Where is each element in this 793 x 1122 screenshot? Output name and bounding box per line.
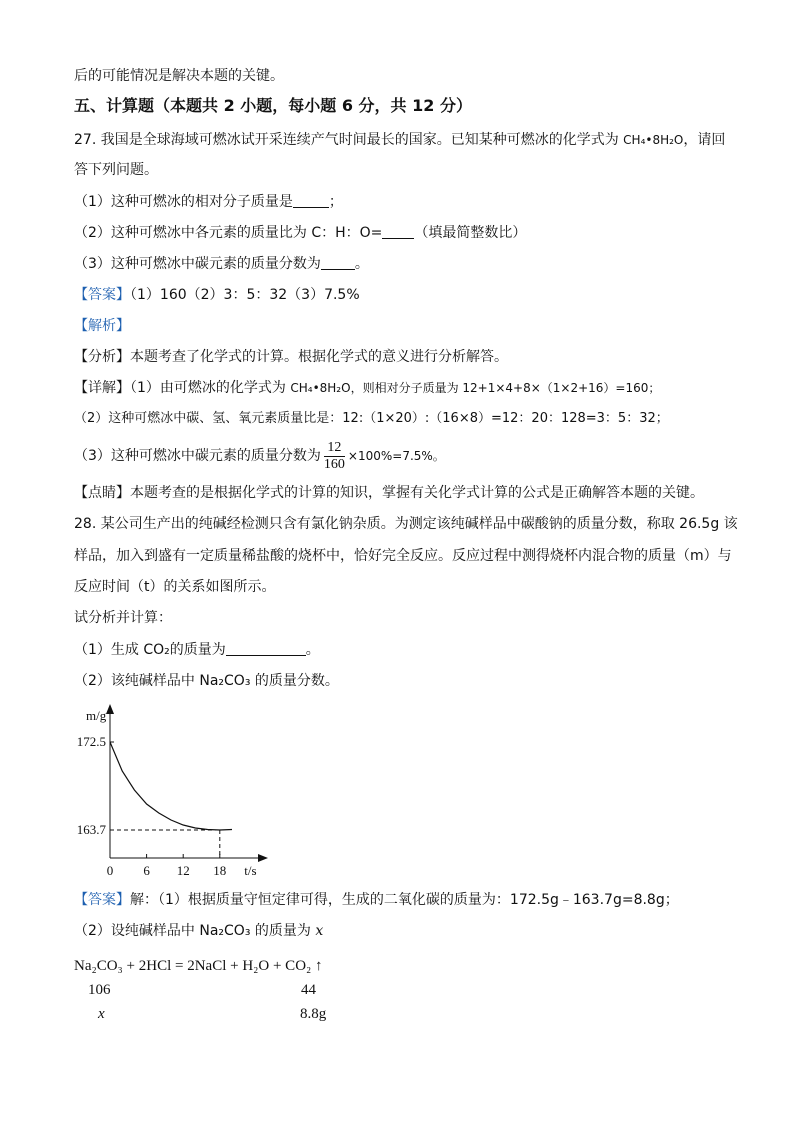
q27-xiangjie-tag: 【详解】 <box>74 380 130 396</box>
q28-eq-row3-right: 8.8g <box>300 1006 327 1022</box>
q28-equation: Na₂CO₃ + 2HCl = 2NaCl + H₂O + CO₂ ↑ <box>74 958 323 974</box>
q28-answer <box>74 890 679 910</box>
q28-answer-text: 解：（1）根据质量守恒定律可得，生成的二氧化碳的质量为：172.5g﹣163.7g=8.8g； <box>130 892 679 908</box>
q27-line3 <box>74 436 445 476</box>
q28-stem-line4: 试分析并计算： <box>74 610 172 626</box>
q28-eq-row3-left: x <box>98 1006 105 1022</box>
q28-answer-tag: 【答案】 <box>74 892 130 908</box>
q27-line3-b: ×100%=7.5%。 <box>347 449 445 463</box>
y-axis-label: m/g <box>86 708 107 723</box>
x-tick-label: 0 <box>106 863 114 878</box>
q27-stem-line1 <box>74 130 725 150</box>
series-mass-line <box>110 742 232 830</box>
q27-fenxi-tag: 【分析】 <box>74 349 130 365</box>
q28-eq-row2-right: 44 <box>301 982 316 998</box>
q27-sub2-text: （2）这种可燃冰中各元素的质量比为 C：H：O= <box>74 225 383 241</box>
q27-analysis-tag: 【解析】 <box>74 318 130 334</box>
q27-sub1-text: （1）这种可燃冰的相对分子质量是 <box>74 194 293 210</box>
x-axis-label: t/s <box>244 863 257 878</box>
y-tick-label: 172.5 <box>76 734 106 749</box>
q27-stem-a: 27. 我国是全球海域可燃冰试开采连续产气时间最长的国家。已知某种可燃冰的化学式为 <box>74 132 624 148</box>
q27-sub3-end: 。 <box>354 256 369 272</box>
intro-tail: 后的可能情况是解决本题的关键。 <box>74 68 284 84</box>
q27-xiangjie-formula: CH₄•8H₂O <box>290 381 351 395</box>
q27-answer-tag: 【答案】 <box>74 287 130 303</box>
q28-stem-line1: 28. 某公司生产出的纯碱经检测只含有氯化钠杂质。为测定该纯碱样品中碳酸钠的质量分数，称取 26.5g 该 <box>74 516 738 532</box>
q27-sub3-blank[interactable] <box>321 255 355 270</box>
y-tick-label: 163.7 <box>76 822 106 837</box>
q28-eq-row2-left: 106 <box>88 982 111 998</box>
q27-sub1-end: ； <box>328 194 343 210</box>
q28-answer-line2 <box>74 921 323 941</box>
q27-line3-a: （3）这种可燃冰中碳元素的质量分数为 <box>74 448 321 464</box>
q27-sub1-blank[interactable] <box>293 193 329 208</box>
q28-answer-line2-text: （2）设纯碱样品中 Na₂CO₃ 的质量为 <box>74 923 316 939</box>
q27-line2: （2）这种可燃冰中碳、氢、氧元素质量比是：12:（1×20）:（16×8）=12：20：128=3：5：32； <box>74 411 669 426</box>
q28-sub1-end: 。 <box>305 642 320 658</box>
q27-sub2 <box>74 223 526 243</box>
x-axis-arrow <box>258 854 268 862</box>
q27-answer-text: （1）160（2）3：5：32（3）7.5% <box>130 287 360 303</box>
q28-stem-line3: 反应时间（t）的关系如图所示。 <box>74 579 276 595</box>
q27-sub1 <box>74 192 343 212</box>
q27-answer <box>74 285 360 305</box>
q27-sub2-end: （填最简整数比） <box>414 225 527 241</box>
q27-dianjing-tag: 【点睛】 <box>74 485 130 501</box>
q27-xiangjie-b: ，则相对分子质量为 12+1×4+8×（1×2+16）=160； <box>350 381 661 395</box>
q27-fraction <box>324 440 345 473</box>
q27-frac-num: 12 <box>324 440 345 457</box>
x-tick-label: 6 <box>143 863 150 878</box>
q27-fenxi-text: 本题考查了化学式的计算。根据化学式的意义进行分析解答。 <box>130 349 508 365</box>
q28-sub1 <box>74 640 320 660</box>
q27-fenxi <box>74 347 508 367</box>
q28-sub1-text: （1）生成 CO₂的质量为 <box>74 642 226 658</box>
q27-xiangjie <box>74 378 660 398</box>
q27-sub3 <box>74 254 369 274</box>
q28-sub1-blank[interactable] <box>226 641 306 656</box>
x-tick-label: 12 <box>176 863 190 878</box>
x-tick-label: 18 <box>213 863 227 878</box>
q27-stem-b: ，请回 <box>683 132 726 148</box>
mass-time-chart <box>70 700 280 880</box>
q27-sub2-blank[interactable] <box>382 224 414 239</box>
q27-dianjing-text: 本题考查的是根据化学式的计算的知识，掌握有关化学式计算的公式是正确解答本题的关键。 <box>130 485 704 501</box>
q28-sub2: （2）该纯碱样品中 Na₂CO₃ 的质量分数。 <box>74 673 339 689</box>
y-axis-arrow <box>106 704 114 714</box>
q27-sub3-text: （3）这种可燃冰中碳元素的质量分数为 <box>74 256 321 272</box>
q27-formula: CH₄•8H₂O <box>623 133 684 147</box>
q27-xiangjie-a: （1）由可燃冰的化学式为 <box>130 380 291 396</box>
q28-answer-var: x <box>315 923 324 939</box>
q27-dianjing <box>74 483 704 503</box>
section-heading: 五、计算题（本题共 2 小题，每小题 6 分，共 12 分） <box>74 96 472 115</box>
q27-stem-line2: 答下列问题。 <box>74 162 158 178</box>
q27-frac-den: 160 <box>323 456 345 472</box>
q28-stem-line2: 样品，加入到盛有一定质量稀盐酸的烧杯中，恰好完全反应。反应过程中测得烧杯内混合物的质量（m）与 <box>74 548 732 564</box>
